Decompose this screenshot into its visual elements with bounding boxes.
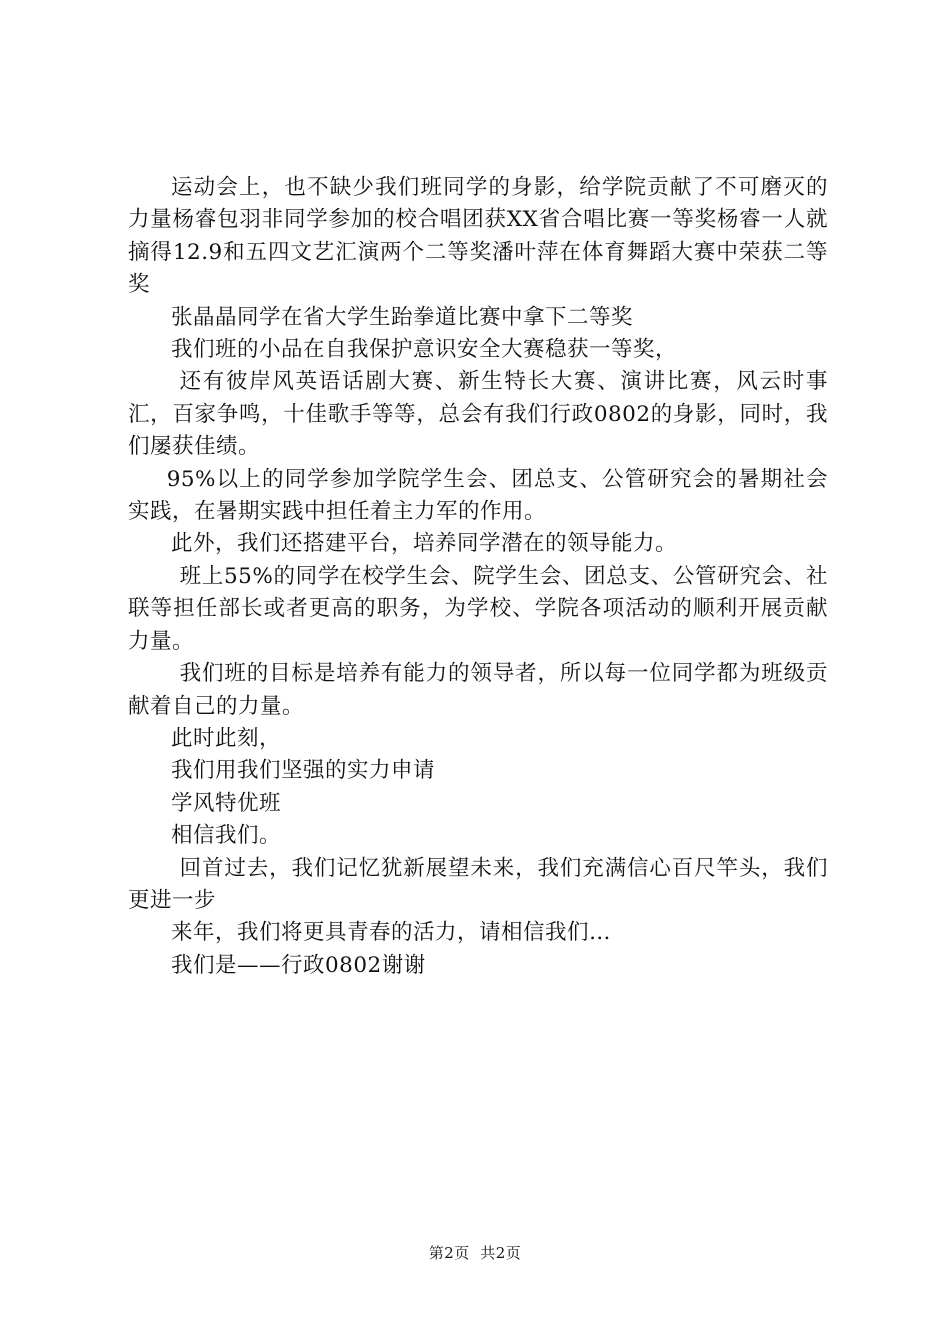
paragraph-competitions: 还有彼岸风英语话剧大赛、新生特长大赛、演讲比赛，风云时事汇，百家争鸣，十佳歌手等等，总会有我们行政0802的身影，同时，我们屡获佳绩。 (128, 369, 828, 460)
paragraph-excellent-class: 学风特优班 (171, 790, 282, 816)
paragraph-apply: 我们用我们坚强的实力申请 (171, 758, 436, 784)
paragraph-next-year: 来年，我们将更具青春的活力，请相信我们… (171, 920, 612, 946)
document-body (128, 172, 828, 982)
paragraph-class-goal: 我们班的目标是培养有能力的领导者，所以每一位同学都为班级贡献着自己的力量。 (128, 661, 828, 719)
paragraph-look-back: 回首过去，我们记忆犹新展望未来，我们充满信心百尺竿头，我们更进一步 (128, 855, 828, 913)
paragraph-this-moment: 此时此刻， (171, 725, 282, 751)
paragraph-sports-meet: 运动会上，也不缺少我们班同学的身影，给学院贡献了不可磨灭的力量杨睿包羽非同学参加的校合唱团获XX省合唱比赛一等奖杨睿一人就摘得12.9和五四文艺汇演两个二等奖潘叶萍在体育舞蹈大赛中荣获二等奖 (128, 175, 828, 298)
page-footer (0, 1243, 950, 1263)
paragraph-closing: 我们是——行政0802谢谢 (171, 952, 426, 978)
paragraph-skit: 我们班的小品在自我保护意识安全大赛稳获一等奖， (171, 337, 678, 363)
paragraph-believe-us: 相信我们。 (171, 823, 282, 849)
page-number-label: 第2页 共2页 (428, 1244, 522, 1262)
paragraph-taekwondo: 张晶晶同学在省大学生跆拳道比赛中拿下二等奖 (171, 304, 634, 330)
paragraph-leadership-roles: 班上55%的同学在校学生会、院学生会、团总支、公管研究会、社联等担任部长或者更高的职务，为学校、学院各项活动的顺利开展贡献力量。 (128, 563, 828, 654)
paragraph-summer-practice: 95%以上的同学参加学院学生会、团总支、公管研究会的暑期社会实践，在暑期实践中担任着主力军的作用。 (128, 466, 828, 525)
paragraph-platform: 此外，我们还搭建平台，培养同学潜在的领导能力。 (171, 531, 678, 557)
